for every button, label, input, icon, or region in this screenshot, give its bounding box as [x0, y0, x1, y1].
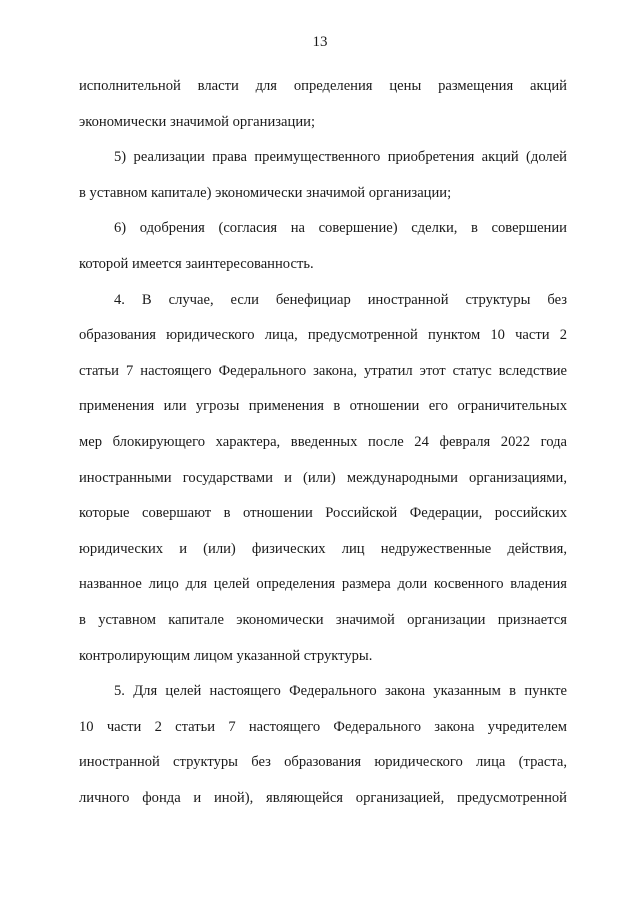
text-line: 10 части 2 статьи 7 настоящего Федерального закона учредителем [79, 718, 567, 735]
text-line: иностранной структуры без образования юридического лица (траста, [79, 754, 567, 771]
page-number: 13 [312, 34, 328, 50]
text-line: экономически значимой организации; [79, 113, 316, 130]
document-body [79, 72, 567, 819]
text-line: применения или угрозы применения в отношении его ограничительных [79, 398, 567, 415]
text-line: контролирующим лицом указанной структуры. [79, 647, 373, 664]
text-line: юридических и (или) физических лиц недружественные действия, [79, 540, 567, 557]
text-line: 5. Для целей настоящего Федерального закона указанным в пункте [114, 683, 567, 700]
text-line: мер блокирующего характера, введенных после 24 февраля 2022 года [79, 433, 567, 450]
text-line: названное лицо для целей определения размера доли косвенного владения [79, 576, 567, 593]
text-line: 4. В случае, если бенефициар иностранной структуры без [114, 291, 567, 308]
text-line: 5) реализации права преимущественного приобретения акций (долей [114, 149, 567, 166]
text-line: образования юридического лица, предусмотренной пунктом 10 части 2 [79, 327, 567, 344]
text-line: личного фонда и иной), являющейся организацией, предусмотренной [79, 789, 567, 806]
text-line: которые совершают в отношении Российской Федерации, российских [79, 505, 567, 522]
text-line: статьи 7 настоящего Федерального закона, утратил этот статус вследствие [79, 362, 567, 379]
text-line: 6) одобрения (согласия на совершение) сделки, в совершении [114, 220, 567, 237]
text-line: в уставном капитале) экономически значимой организации; [79, 184, 452, 201]
text-line: которой имеется заинтересованность. [79, 255, 314, 272]
text-line: иностранными государствами и (или) международными организациями, [79, 469, 567, 486]
text-line: в уставном капитале экономически значимой организации признается [79, 611, 567, 628]
text-line: исполнительной власти для определения цены размещения акций [79, 78, 567, 94]
